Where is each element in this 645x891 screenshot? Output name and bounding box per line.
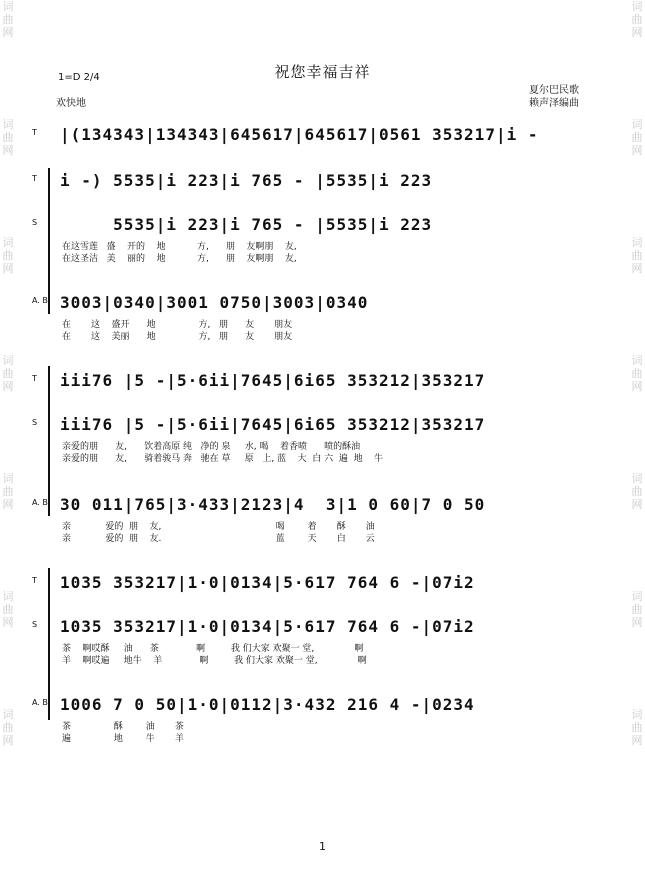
- watermark-text: 词 曲 网: [2, 0, 14, 39]
- lyric-line-2: 在 这 美丽 地 方, 朋 友 朋友: [62, 332, 293, 342]
- tempo-marking: 欢快地: [56, 98, 86, 109]
- lyric-line-1: 亲爱的朋 友, 饮着高原 纯 净的 泉 水, 喝 着香喷 喷的酥油: [62, 442, 361, 452]
- lyric-line-2: 亲爱的朋 友, 骑着骏马 奔 驰在 草 原 上, 蓝 大 白 六 遍 地 牛: [62, 454, 384, 464]
- lyric-line-2: 在这圣洁 美 丽的 地 方, 朋 友啊朋 友,: [62, 254, 297, 264]
- part-label: S: [32, 620, 38, 629]
- part-label: T: [32, 374, 37, 383]
- part-label: T: [32, 174, 37, 183]
- staff-row-alto-bass: [32, 292, 593, 314]
- notation-line: |(134343|134343|645617|645617|0561 353217|i -: [60, 125, 539, 144]
- watermark-text: 词 曲 网: [2, 236, 14, 275]
- song-title: 祝您幸福吉祥: [274, 63, 371, 81]
- notation-line: iii76 |5 -|5·6ii|7645|6i65 353212|353217: [60, 415, 486, 434]
- part-label: A. B: [32, 698, 48, 707]
- part-label: A. B.: [32, 296, 51, 305]
- watermark-text: 词 曲 网: [631, 118, 643, 157]
- staff-row-tenor: [32, 124, 593, 146]
- lyric-line-1: 在这雪莲 盛 开的 地 方, 朋 友啊朋 友,: [62, 242, 297, 252]
- lyric-line-1: 茶 啊哎酥 油 茶 啊 我 们大家 欢聚一 堂, 啊: [62, 644, 364, 654]
- part-label: T: [32, 128, 37, 137]
- notation-line: 1035 353217|1·0|0134|5·617 764 6 -|07i2: [60, 573, 475, 592]
- notation-line: iii76 |5 -|5·6ii|7645|6i65 353212|353217: [60, 371, 486, 390]
- watermark-text: 词 曲 网: [631, 236, 643, 275]
- origin-credit: 夏尔巴民歌: [529, 85, 579, 96]
- key-signature: 1=D 2/4: [58, 72, 100, 83]
- notation-line: 30 011|765|3·433|2123|4 3|1 0 60|7 0 50: [60, 495, 486, 514]
- staff-row-soprano: [32, 616, 593, 638]
- arranger-credit: 赖声泽编曲: [529, 98, 579, 109]
- left-watermark-column: [0, 0, 16, 826]
- lyric-line-2: 羊 啊哎遍 地牛 羊 啊 我 们大家 欢聚一 堂, 啊: [62, 656, 367, 666]
- watermark-text: 词 曲 网: [2, 118, 14, 157]
- watermark-text: 词 曲 网: [2, 472, 14, 511]
- watermark-text: 词 曲 网: [631, 0, 643, 39]
- staff-row-soprano: [32, 414, 593, 436]
- staff-row-soprano: [32, 214, 593, 236]
- notation-line: 3003|0340|3001 0750|3003|0340: [60, 293, 369, 312]
- watermark-text: 词 曲 网: [631, 472, 643, 511]
- lyric-line-2: 遍 地 牛 羊: [62, 734, 184, 744]
- part-label: A. B.: [32, 498, 51, 507]
- lyric-line-1: 亲 爱的 朋 友, 喝 着 酥 油: [62, 522, 375, 532]
- notation-line: 1006 7 0 50|1·0|0112|3·432 216 4 -|0234: [60, 695, 475, 714]
- watermark-text: 词 曲 网: [2, 590, 14, 629]
- watermark-text: 词 曲 网: [631, 590, 643, 629]
- part-label: S: [32, 218, 38, 227]
- credits: [529, 84, 579, 110]
- staff-row-alto-bass: [32, 694, 593, 716]
- watermark-text: 词 曲 网: [631, 354, 643, 393]
- staff-row-tenor: [32, 572, 593, 594]
- part-label: S: [32, 418, 38, 427]
- notation-line: 1035 353217|1·0|0134|5·617 764 6 -|07i2: [60, 617, 475, 636]
- watermark-text: 词 曲 网: [2, 354, 14, 393]
- lyric-line-2: 亲 爱的 朋 友. 蓝 天 白 云: [62, 534, 375, 544]
- watermark-text: 词 曲 网: [631, 708, 643, 747]
- staff-row-tenor: [32, 370, 593, 392]
- notation-line: i -) 5535|i 223|i 765 - |5535|i 223: [60, 171, 433, 190]
- watermark-text: 词 曲 网: [2, 708, 14, 747]
- lyric-line-1: 在 这 盛开 地 方, 朋 友 朋友: [62, 320, 293, 330]
- staff-row-tenor: [32, 170, 593, 192]
- lyric-line-1: 茶 酥 油 茶: [62, 722, 184, 732]
- staff-row-alto-bass: [32, 494, 593, 516]
- notation-line: 5535|i 223|i 765 - |5535|i 223: [60, 215, 433, 234]
- page-number: 1: [319, 840, 326, 853]
- part-label: T: [32, 576, 37, 585]
- right-watermark-column: [629, 0, 645, 826]
